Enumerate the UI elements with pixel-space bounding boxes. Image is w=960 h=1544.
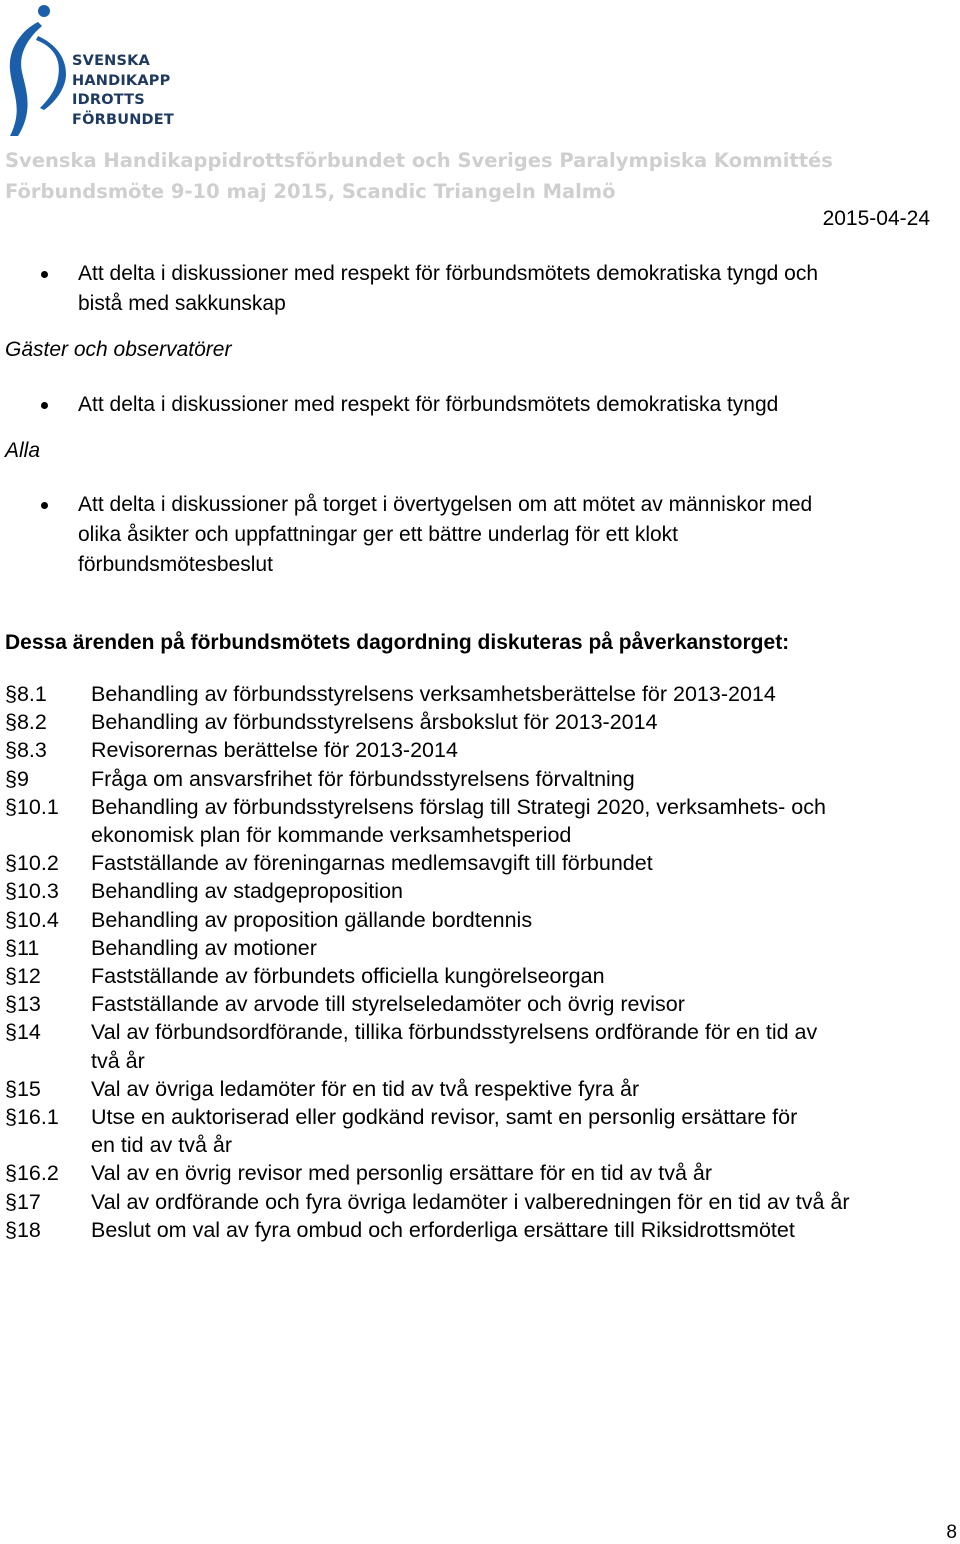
agenda-number: §13 [5,992,41,1017]
agenda-number: §18 [5,1217,41,1242]
agenda-number [5,1047,91,1075]
bullet-line: olika åsikter och uppfattningar ger ett bättre underlag för ett klokt [78,523,679,546]
agenda-text: en tid av två år [91,1133,233,1158]
bullet-text: Att delta i diskussioner med respekt för förbundsmötets demokratiska tyngd [78,393,779,416]
bullet-dot [41,402,48,409]
header-event: Förbundsmöte 9-10 maj 2015, Scandic Triangeln Malmö [5,180,616,203]
agenda-number: §9 [5,766,29,791]
bullet-text [78,259,818,319]
agenda-text: Behandling av stadgeproposition [91,879,403,904]
agenda-heading: Dessa ärenden på förbundsmötets dagordning diskuteras på påverkanstorget: [5,631,790,654]
list-item [5,934,960,962]
agenda-text: två år [91,1048,145,1073]
list-item [5,1018,960,1046]
agenda-text: Fråga om ansvarsfrihet för förbundsstyrelsens förvaltning [91,766,635,791]
page-number: 8 [946,1522,957,1543]
document-date: 2015-04-24 [822,207,930,230]
list-item [5,793,960,821]
list-item [5,1103,960,1131]
logo-line: HANDIKAPP [72,72,171,89]
agenda-number: §8.2 [5,710,47,735]
bullet-dot [41,271,48,278]
list-item [5,849,960,877]
list-item [5,1047,960,1075]
logo-line: IDROTTS [72,92,145,108]
agenda-number: §8.3 [5,738,47,763]
bullet-line: Att delta i diskussioner med respekt för förbundsmötets demokratiska tyngd och [78,262,819,285]
agenda-text: Val av en övrig revisor med personlig ersättare för en tid av två år [91,1161,713,1186]
list-item [5,708,960,736]
agenda-text: Val av ordförande och fyra övriga ledamöter i valberedningen för en tid av två år [91,1189,850,1214]
list-item [5,1216,960,1244]
agenda-number: §10.4 [5,907,59,932]
agenda-number [5,1131,91,1159]
list-item [5,1131,960,1159]
athlete-figure-icon [0,0,80,140]
list-item [5,1159,960,1187]
header-organization: Svenska Handikappidrottsförbundet och Sveriges Paralympiska Kommittés [5,149,833,172]
agenda-text: Behandling av proposition gällande bordtennis [91,907,533,932]
logo-line: FÖRBUNDET [72,111,174,128]
logo-line: SVENSKA [72,53,151,69]
agenda-text: Behandling av förbundsstyrelsens förslag till Strategi 2020, verksamhets- och [91,794,826,819]
list-item [5,736,960,764]
section-heading-guests: Gäster och observatörer [5,338,232,361]
agenda-list [5,680,960,1244]
agenda-text: Behandling av förbundsstyrelsens årsbokslut för 2013-2014 [91,710,658,735]
list-item [5,906,960,934]
agenda-number: §8.1 [5,682,47,706]
bullet-dot [41,502,48,509]
agenda-number [5,821,91,849]
agenda-text: Fastställande av förbundets officiella kungörelseorgan [91,964,605,989]
bullet-text [78,490,812,580]
list-item [5,1075,960,1103]
list-item [5,877,960,905]
agenda-number: §10.1 [5,794,59,819]
agenda-text: ekonomisk plan för kommande verksamhetsperiod [91,823,572,848]
agenda-text: Fastställande av föreningarnas medlemsavgift till förbundet [91,851,653,876]
agenda-text: Beslut om val av fyra ombud och erforderliga ersättare till Riksidrottsmötet [91,1217,795,1242]
organization-logo [0,0,180,140]
list-item [5,990,960,1018]
agenda-number: §12 [5,964,41,989]
agenda-text: Behandling av motioner [91,935,317,960]
agenda-number: §10.3 [5,879,59,904]
agenda-number: §10.2 [5,851,59,876]
agenda-number: §16.2 [5,1161,59,1186]
logo-wordmark [72,52,182,130]
section-heading-all: Alla [5,439,41,462]
bullet-line: förbundsmötesbeslut [78,553,273,576]
agenda-text: Fastställande av arvode till styrelseledamöter och övrig revisor [91,992,685,1017]
agenda-number: §11 [5,935,40,960]
agenda-number: §14 [5,1020,41,1045]
bullet-line: bistå med sakkunskap [78,292,286,315]
agenda-text: Behandling av förbundsstyrelsens verksamhetsberättelse för 2013-2014 [91,682,776,706]
agenda-text: Utse en auktoriserad eller godkänd revisor, samt en personlig ersättare för [91,1105,798,1130]
list-item [5,765,960,793]
agenda-text: Val av förbundsordförande, tillika förbundsstyrelsens ordförande för en tid av [91,1020,818,1045]
list-item [5,1188,960,1216]
bullet-line: Att delta i diskussioner på torget i övertygelsen om att mötet av människor med [78,493,813,516]
agenda-number: §15 [5,1076,41,1101]
list-item [5,821,960,849]
agenda-text: Revisorernas berättelse för 2013-2014 [91,738,458,763]
list-item [5,680,960,708]
list-item [5,962,960,990]
agenda-number: §17 [5,1189,41,1214]
agenda-text: Val av övriga ledamöter för en tid av två respektive fyra år [91,1076,640,1101]
agenda-number: §16.1 [5,1105,59,1130]
